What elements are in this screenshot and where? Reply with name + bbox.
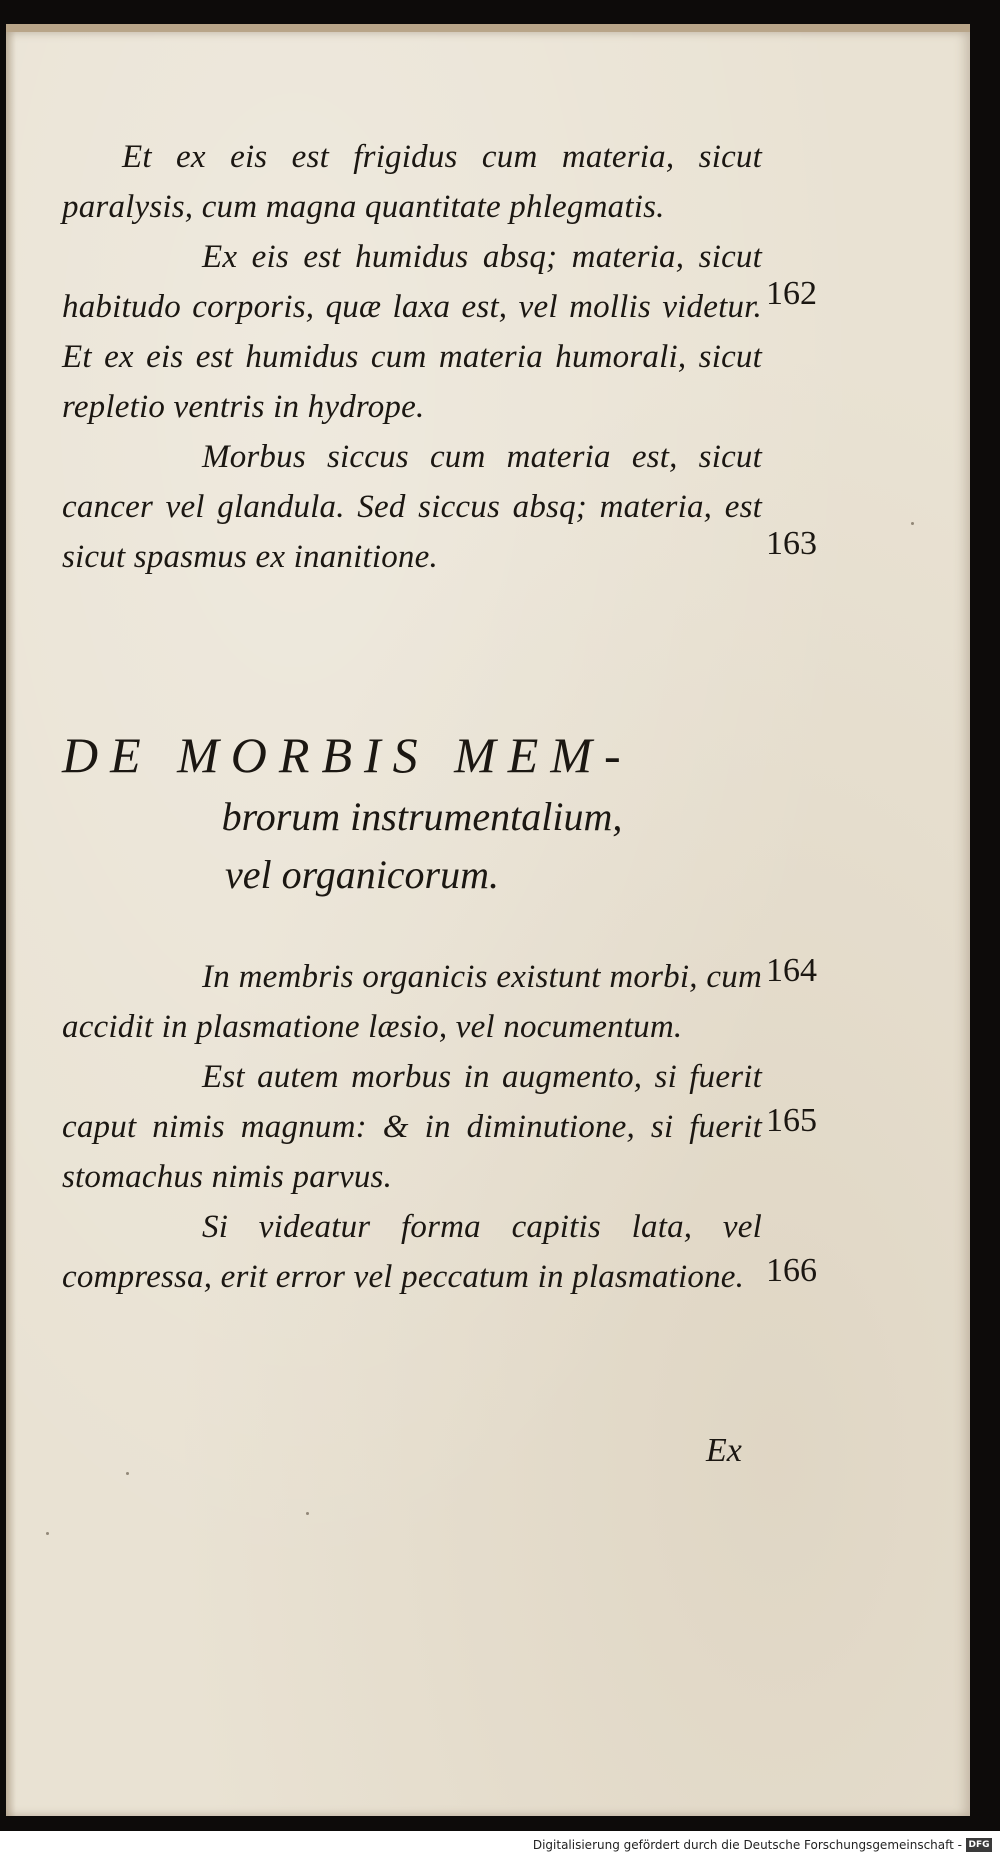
margin-number-162: 162 [766, 275, 817, 312]
dfg-logo-icon: DFG [966, 1838, 992, 1852]
heading-line-1: DE MORBIS MEM- [62, 727, 633, 783]
margin-number-165: 165 [766, 1102, 817, 1139]
paper-speck [911, 522, 914, 525]
paper-speck [46, 1532, 49, 1535]
page-gutter-shadow [6, 32, 16, 1816]
book-page [6, 24, 970, 1816]
footer-credit-text: Digitalisierung gefördert durch die Deutsche Forschungsgemeinschaft - [532, 1838, 962, 1852]
margin-number-164: 164 [766, 952, 817, 989]
paper-speck [306, 1512, 309, 1515]
paper-speck [126, 1472, 129, 1475]
paragraph-3: Morbus siccus cum materia est, sicut cancer vel glandula. Sed siccus absq; materia, est sicut spasmus ex inanitione. [62, 439, 762, 575]
paragraph-1: Et ex eis est frigidus cum materia, sicut paralysis, cum magna quantitate phlegmatis. [62, 139, 762, 225]
margin-number-163: 163 [766, 525, 817, 562]
digitization-footer [0, 1831, 1000, 1857]
section-heading [62, 722, 782, 904]
text-block-bottom [62, 952, 762, 1302]
margin-number-166: 166 [766, 1252, 817, 1289]
paragraph-4: In membris organicis existunt morbi, cum accidit in plasmatione læsio, vel nocumentum. [62, 959, 762, 1045]
paragraph-5: Est autem morbus in augmento, si fuerit caput nimis magnum: & in diminutione, si fuerit stomachus nimis parvus. [62, 1059, 762, 1195]
heading-line-3: vel organicorum. [224, 852, 500, 897]
paragraph-2: Ex eis est humidus absq; materia, sicut habitudo corporis, quæ laxa est, vel mollis videtur. Et ex eis est humidus cum materia humorali, sicut repletio ventris in hydrope. [62, 239, 762, 425]
heading-line-2: brorum instrumentalium, [221, 794, 623, 839]
catchword: Ex [706, 1432, 742, 1469]
text-block-top [62, 132, 762, 582]
paragraph-6: Si videatur forma capitis lata, vel compressa, erit error vel peccatum in plasmatione. [62, 1209, 762, 1295]
